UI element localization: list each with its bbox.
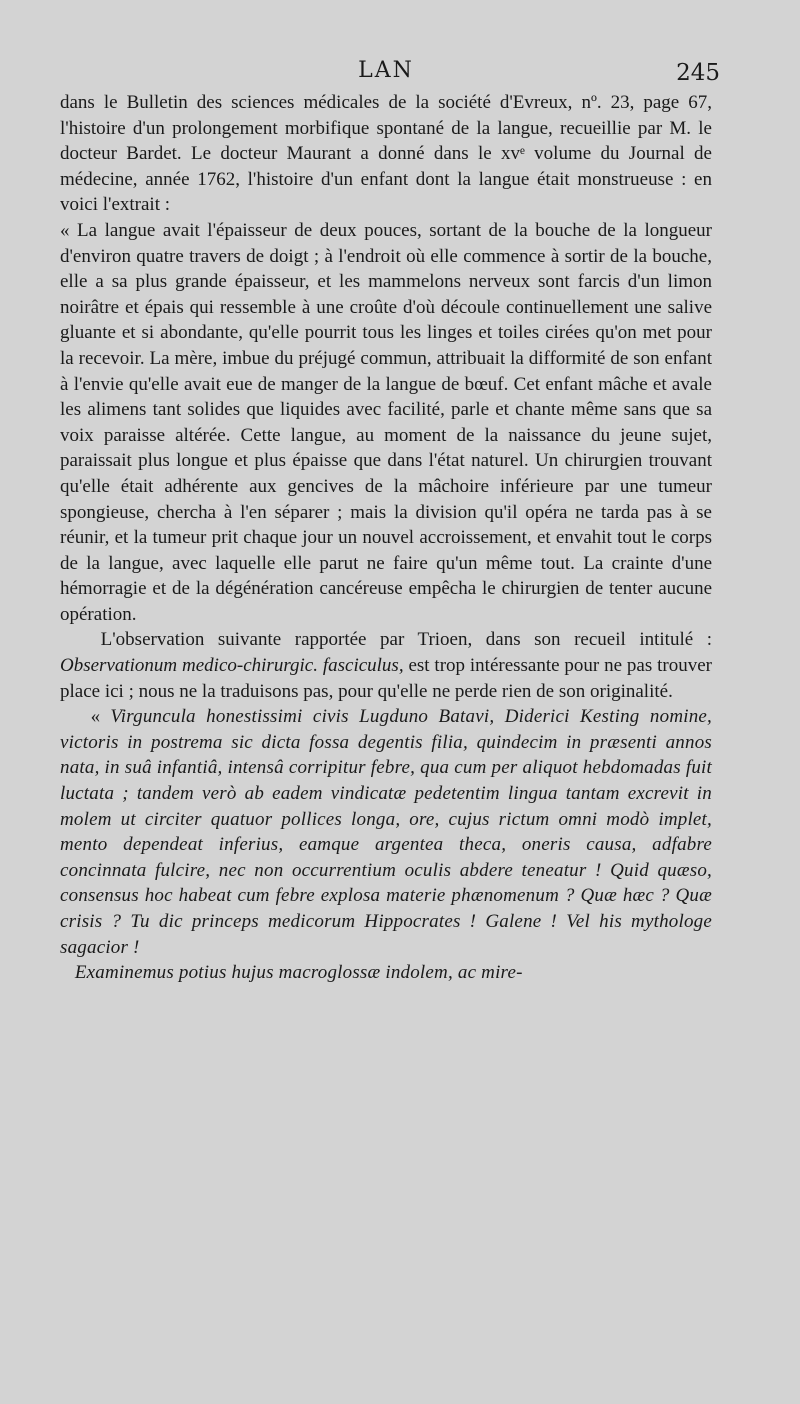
- trioen-text-after: est trop intéressante pour ne pas trouver place ici ; nous ne la traduisons pas, pour qu'elle ne perde rien de son originalité.: [60, 655, 712, 702]
- latin-quote-text: Virguncula honestissimi civis Lugduno Batavi, Diderici Kesting nomine, victoris in postrema sic dicta fossa degentis filia, quindecim in præsenti annos nata, in suâ infantiâ, intensâ corripitur febre, qua cum per aliquot hebdomadas fuit luctata ; tandem verò ab eadem vindicatæ pedetentim lingua tantam excrevit in molem ut circiter quatuor pollices longa, ore, cujus rictum omni modò implet, mento dependeat inferius, eamque argentea theca, oneris causa, adfabre concinnata fulcire, nec non occurrentium oculis abdere teneatur ! Quid quæso, consensus hoc habeat cum febre explosa materie phænomenum ? Quæ hæc ? Quæ crisis ? Tu dic princeps medicorum Hippocrates ! Galene ! Vel his mythologe sagacior !: [60, 706, 713, 958]
- paragraph-latin-continuation: [60, 960, 712, 986]
- latin-continuation-text: Examinemus potius hujus macroglossæ indolem, ac mire-: [74, 962, 523, 984]
- paragraph-intro: dans le Bulletin des sciences médicales de la société d'Evreux, nº. 23, page 67, l'histoire d'un prolongement morbifique spontané de la langue, recueillie par M. le docteur Bardet. Le docteur Maurant a donné dans le xvᵉ volume du Journal de médecine, année 1762, l'histoire d'un enfant dont la langue était monstrueuse : en voici l'extrait :: [60, 92, 712, 216]
- paragraph-quote-french: « La langue avait l'épaisseur de deux pouces, sortant de la bouche de la longueur d'environ quatre travers de doigt ; à l'endroit où elle commence à sortir de la bouche, elle a sa plus grande épaisseur, et les mammelons nerveux sont farcis d'un limon noirâtre et épais qui ressemble à une croûte d'où découle continuellement une salive gluante et si abondante, qu'elle pourrit tous les linges et toiles cirées qu'on met pour la recevoir. La mère, imbue du préjugé commun, attribuait la difformité de son enfant à l'envie qu'elle avait eue de manger de la langue de bœuf. Cet enfant mâche et avale les alimens tant solides que liquides avec facilité, parle et chante même sans que sa voix paraisse altérée. Cette langue, au moment de la naissance du jeune sujet, paraissait plus longue et plus épaisse que dans l'état naturel. Un chirurgien trouvant qu'elle était adhérente aux gencives de la mâchoire inférieure par une tumeur spongieuse, chercha à l'en séparer ; mais la division qu'il opéra ne tarda pas à se réunir, et la tumeur prit chaque jour un nouvel accroissement, et envahit tout le corps de la langue, avec laquelle elle parut ne faire qu'un même tout. La crainte d'une hémorragie et de la dégénération cancéreuse empêcha le chirurgien de tenter aucune opération.: [60, 219, 712, 625]
- running-head: LAN: [358, 58, 414, 83]
- body-text: [60, 90, 712, 986]
- trioen-text-before: L'observation suivante rapportée par Trioen, dans son recueil intitulé :: [100, 629, 712, 651]
- page-header: [60, 58, 720, 88]
- page-number: 245: [676, 60, 720, 86]
- book-title: Observationum medico-chirurgic. fasciculus,: [60, 655, 404, 677]
- paragraph-latin-quote: [60, 704, 712, 960]
- quote-open-mark: «: [90, 706, 111, 728]
- paragraph-trioen: [60, 627, 712, 704]
